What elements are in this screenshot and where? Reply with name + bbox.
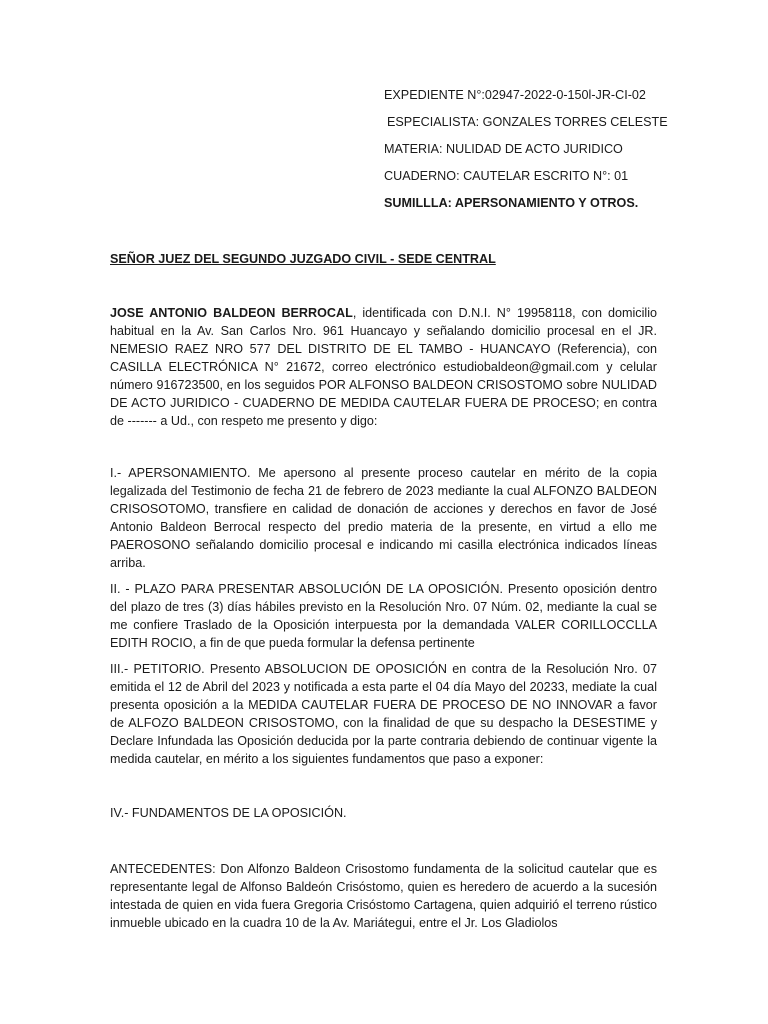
intro-paragraph-block <box>110 304 657 430</box>
section-petitorio: III.- PETITORIO. Presento ABSOLUCION DE OPOSICIÓN en contra de la Resolución Nro. 07 emitida el 12 de Abril del 2023 y notificada a esta parte el 04 día Mayo del 20233, mediate la cual presenta oposición a la MEDIDA CAUTELAR FUERA DE PROCESO DE NO INNOVAR a favor de ALFOZO BALDEON CRISOSTOMO, con la finalidad de que su despacho la DESESTIME y Declare Infundada las Oposición deducida por la parte contraria debiendo de continuar vigente la medida cautelar, en mérito a los siguientes fundamentos que paso a exponer: <box>110 662 657 766</box>
intro-text: , identificada con D.N.I. N° 19958118, con domicilio habitual en la Av. San Carlos Nro. 961 Huancayo y señalando domicilio procesal en el JR. NEMESIO RAEZ NRO 577 DEL DISTRITO DE EL TAMBO - HUANCAYO (Referencia), con CASILLA ELECTRÓNICA N° 21672, correo electrónico estudiobaldeon@gmail.com y celular número 916723500, en los seguidos POR ALFONSO BALDEON CRISOSTOMO sobre NULIDAD DE ACTO JURIDICO - CUADERNO DE MEDIDA CAUTELAR FUERA DE PROCESO; en contra de ------- a Ud., con respeto me presento y digo: <box>110 306 658 428</box>
expediente-line: EXPEDIENTE N°:02947-2022-0-150l-JR-CI-02 <box>384 88 646 102</box>
section-antecedentes-block <box>110 860 657 932</box>
especialista-line: ESPECIALISTA: GONZALES TORRES CELESTE <box>387 115 668 129</box>
petitioner-name: JOSE ANTONIO BALDEON BERROCAL <box>110 306 353 320</box>
section-antecedentes: ANTECEDENTES: Don Alfonzo Baldeon Crisostomo fundamenta de la solicitud cautelar que es representante legal de Alfonso Baldeón Crisóstomo, quien es heredero de acuerdo a la sucesión intestada de quien en vida fuera Gregoria Crisóstomo Cartagena, quien adquirió el terreno rústico inmueble ubicado en la cuadra 10 de la Av. Mariátegui, entre el Jr. Los Gladiolos <box>110 862 657 930</box>
sumilla-line: SUMILLLA: APERSONAMIENTO Y OTROS. <box>384 196 639 210</box>
addressee-line: SEÑOR JUEZ DEL SEGUNDO JUZGADO CIVIL - SEDE CENTRAL <box>110 252 496 266</box>
case-header <box>384 86 744 221</box>
section-fundamentos-heading: IV.- FUNDAMENTOS DE LA OPOSICIÓN. <box>110 806 347 820</box>
section-plazo-block <box>110 580 657 652</box>
section-apersonamiento-block <box>110 464 657 572</box>
materia-line: MATERIA: NULIDAD DE ACTO JURIDICO <box>384 142 623 156</box>
section-petitorio-block <box>110 660 657 768</box>
cuaderno-line: CUADERNO: CAUTELAR ESCRITO N°: 01 <box>384 169 629 183</box>
section-plazo: II. - PLAZO PARA PRESENTAR ABSOLUCIÓN DE LA OPOSICIÓN. Presento oposición dentro del plazo de tres (3) días hábiles previsto en la Resolución Nro. 07 Núm. 02, mediante la cual se me confiere Traslado de la Oposición interpuesta por la demandada VALER CORILLOCCLLA EDITH ROCIO, a fin de que pueda formular la defensa pertinente <box>110 582 657 650</box>
section-fundamentos-block <box>110 804 657 822</box>
intro-paragraph <box>110 304 657 430</box>
section-apersonamiento: I.- APERSONAMIENTO. Me apersono al presente proceso cautelar en mérito de la copia legalizada del Testimonio de fecha 21 de febrero de 2023 mediante la cual ALFONZO BALDEON CRISOSOTOMO, transfiere en calidad de donación de acciones y derechos en favor de José Antonio Baldeon Berrocal respecto del predio materia de la presente, en virtud a ello me PAEROSONO señalando domicilio procesal e indicando mi casilla electrónica indicados líneas arriba. <box>110 466 657 570</box>
